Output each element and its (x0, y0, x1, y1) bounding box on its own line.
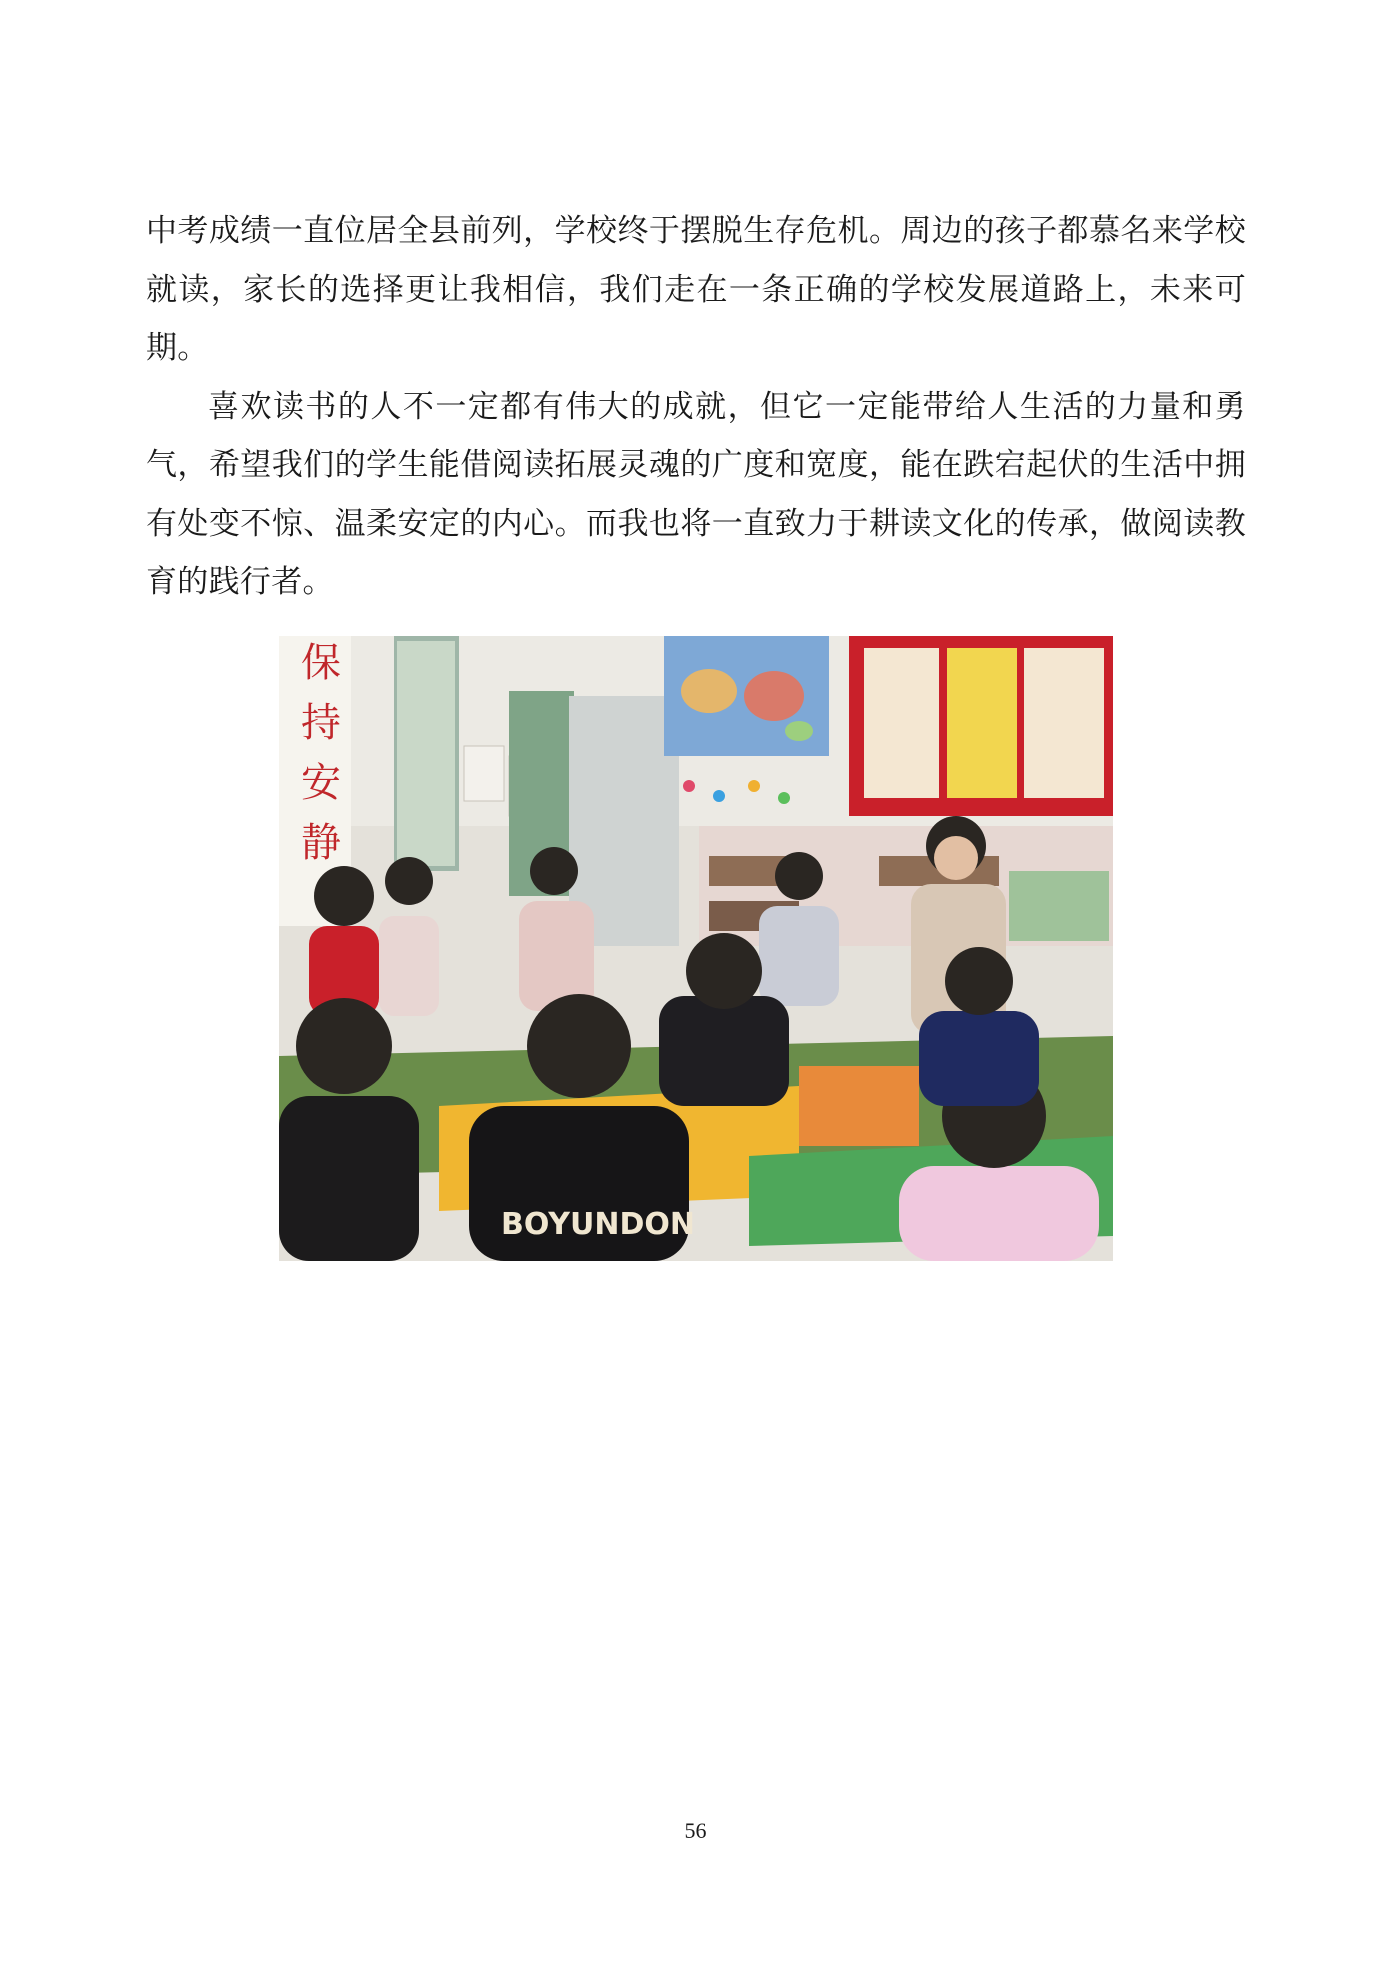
body-text (146, 202, 1246, 612)
banner-char-1: 保 (301, 640, 341, 686)
banner-char-3: 安 (301, 760, 341, 806)
banner-char-4: 静 (301, 820, 341, 866)
banner-char-2: 持 (301, 700, 341, 746)
paragraph-2: 喜欢读书的人不一定都有伟大的成就，但它一定能带给人生活的力量和勇气，希望我们的学生能借阅读拓展灵魂的广度和宽度，能在跌宕起伏的生活中拥有处变不惊、温柔安定的内心。而我也将一直致力于耕读文化的传承，做阅读教育的践行者。 (146, 388, 1246, 600)
classroom-photo (279, 636, 1113, 1261)
page-number: 56 (684, 1818, 707, 1843)
shirt-text: BOYUNDON (501, 1207, 696, 1242)
paragraph-1: 中考成绩一直位居全县前列，学校终于摆脱生存危机。周边的孩子都慕名来学校就读，家长的选择更让我相信，我们走在一条正确的学校发展道路上，未来可期。 (146, 213, 1246, 366)
